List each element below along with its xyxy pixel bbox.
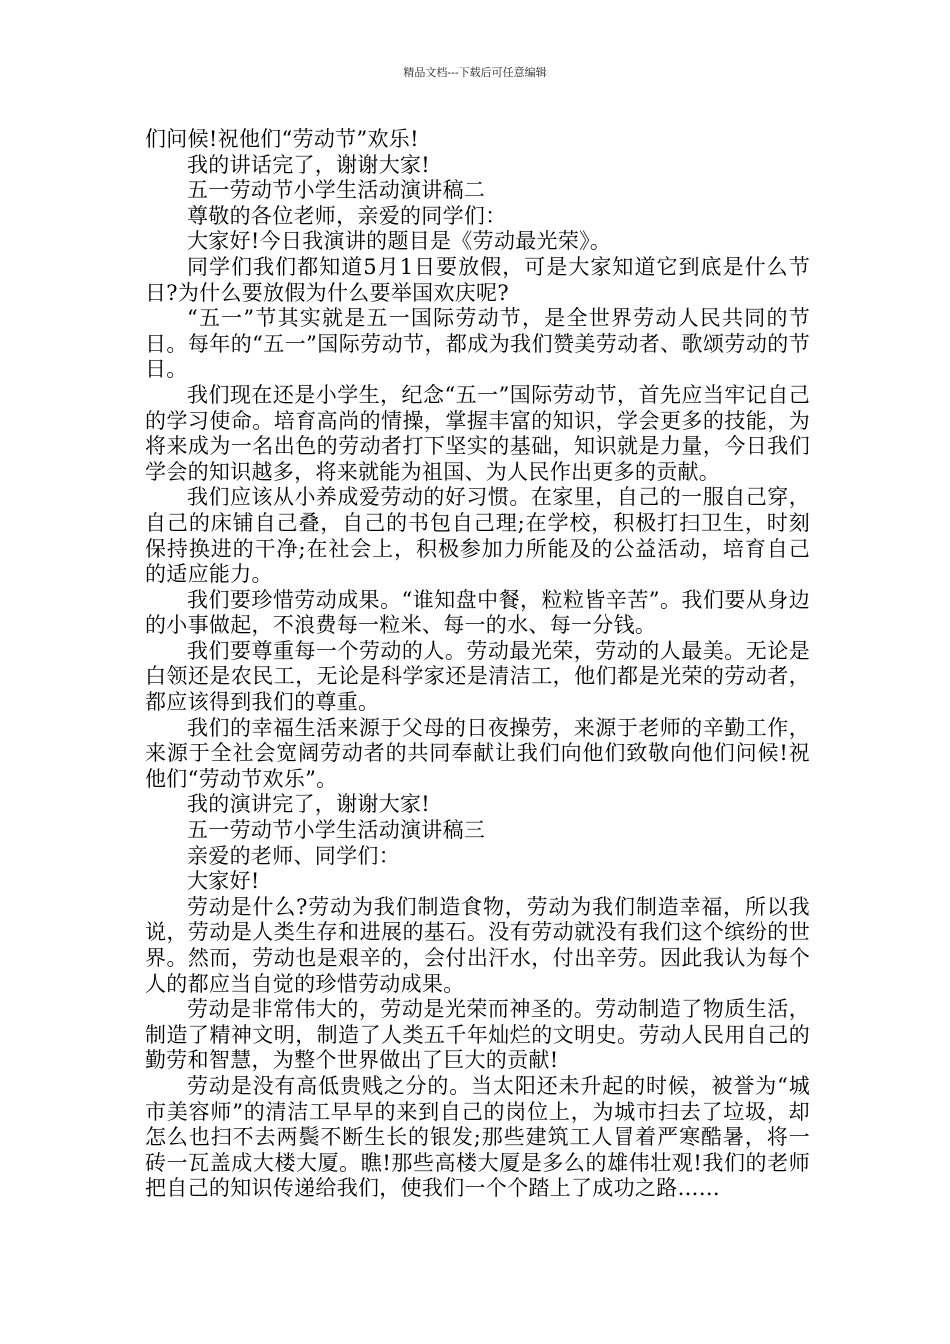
paragraph: 劳动是什么?劳动为我们制造食物，劳动为我们制造幸福，所以我说，劳动是人类生存和进展的基石。没有劳动就没有我们这个缤纷的世界。然而，劳动也是艰辛的，会付出汗水，付出辛劳。因此我认为每个人的都应当自觉的珍惜劳动成果。 (145, 894, 810, 996)
paragraph: 我们应该从小养成爱劳动的好习惯。在家里，自己的一服自己穿，自己的床铺自己叠，自己的书包自己理;在学校，积极打扫卫生，时刻保持换进的干净;在社会上，积极参加力所能及的公益活动，培育自己的适应能力。 (145, 485, 810, 587)
paragraph: 我们要珍惜劳动成果。“谁知盘中餐，粒粒皆辛苦”。我们要从身边的小事做起，不浪费每一粒米、每一的水、每一分钱。 (145, 587, 810, 638)
paragraph: 同学们我们都知道5月1日要放假，可是大家知道它到底是什么节日?为什么要放假为什么要举国欢庆呢? (145, 254, 810, 305)
paragraph: 我的演讲完了，谢谢大家! (187, 792, 431, 817)
paragraph: 大家好! (187, 869, 260, 894)
paragraph: “五一”节其实就是五一国际劳动节，是全世界劳动人民共同的节日。每年的“五一”国际劳动节，都成为我们赞美劳动者、歌颂劳动的节日。 (145, 306, 810, 382)
paragraph: 五一劳动节小学生活动演讲稿三 (187, 818, 486, 843)
paragraph: 大家好!今日我演讲的题目是《劳动最光荣》。 (187, 229, 612, 254)
paragraph: 五一劳动节小学生活动演讲稿二 (187, 178, 486, 203)
paragraph: 我们现在还是小学生，纪念“五一”国际劳动节，首先应当牢记自己的学习使命。培育高尚的情操，掌握丰富的知识，学会更多的技能，为将来成为一名出色的劳动者打下坚实的基础，知识就是力量，今日我们学会的知识越多，将来就能为祖国、为人民作出更多的贡献。 (145, 382, 810, 484)
paragraph: 亲爱的老师、同学们： (187, 843, 400, 868)
paragraph: 我们的幸福生活来源于父母的日夜操劳，来源于老师的辛勤工作，来源于全社会宽阔劳动者的共同奉献让我们向他们致敬向他们问候!祝他们“劳动节欢乐”。 (145, 715, 810, 791)
paragraph: 们问候!祝他们“劳动节”欢乐! (145, 127, 419, 151)
document-body (145, 127, 810, 1202)
page-header: 精品文档---下载后可任意编辑 (403, 66, 547, 79)
paragraph: 尊敬的各位老师，亲爱的同学们： (187, 203, 507, 228)
paragraph: 我的讲话完了，谢谢大家! (187, 152, 431, 177)
paragraph: 劳动是没有高低贵贱之分的。当太阳还未升起的时候，被誉为“城市美容师”的清洁工早早的来到自己的岗位上，为城市扫去了垃圾，却怎么也扫不去两鬓不断生长的银发;那些建筑工人冒着严寒酷暑，将一砖一瓦盖成大楼大厦。瞧!那些高楼大厦是多么的雄伟壮观!我们的老师把自己的知识传递给我们，使我们一个个踏上了成功之路…… (145, 1073, 810, 1201)
paragraph: 我们要尊重每一个劳动的人。劳动最光荣，劳动的人最美。无论是白领还是农民工，无论是科学家还是清洁工，他们都是光荣的劳动者，都应该得到我们的尊重。 (145, 638, 810, 715)
paragraph: 劳动是非常伟大的，劳动是光荣而神圣的。劳动制造了物质生活，制造了精神文明，制造了人类五千年灿烂的文明史。劳动人民用自己的勤劳和智慧，为整个世界做出了巨大的贡献! (145, 997, 810, 1073)
